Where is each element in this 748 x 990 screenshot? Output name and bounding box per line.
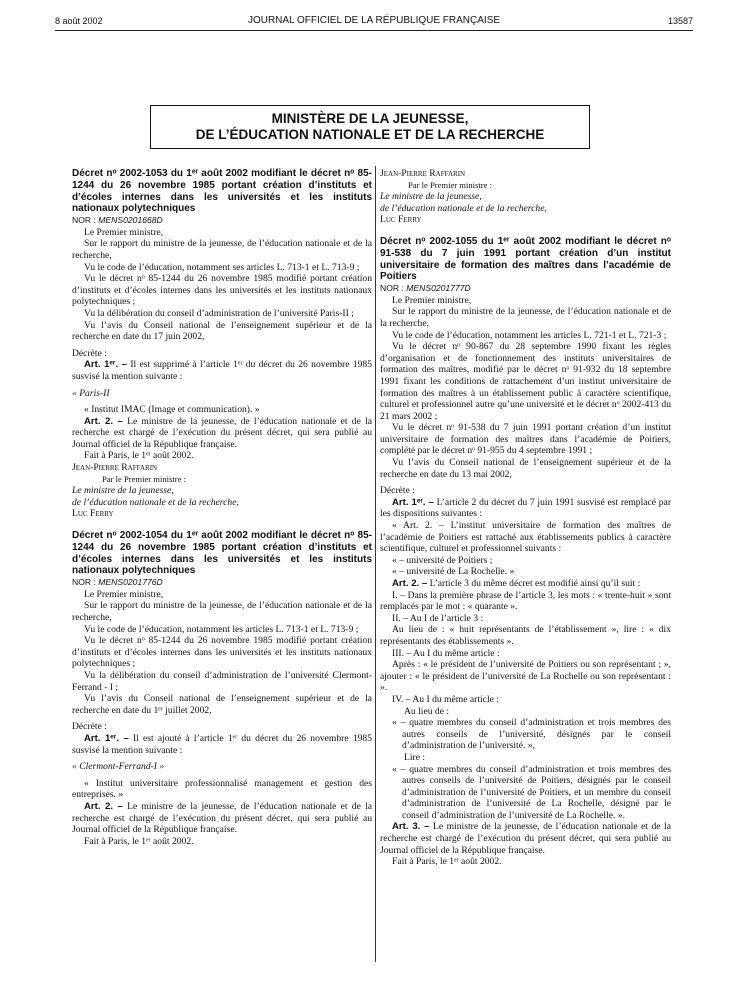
- decree3-section-ii-text: Au lieu de : « huit représentants de l’établissement », lire : « dix représentants des établissements ».: [380, 624, 671, 647]
- decree1-decrete: Décrète :: [72, 347, 107, 359]
- decree1-minister-title-1: Le ministre de la jeunesse,: [72, 485, 174, 497]
- decree3-section-iii-text: Après : « le président de l’université de Poitiers ou son représentant ; », ajouter : « le président de l’université de La Rochelle ou son représentant : ».: [380, 659, 671, 694]
- decree2-by: Par le Premier ministre :: [408, 179, 493, 190]
- decree3-done: Fait à Paris, le 1ᵉʳ août 2002.: [392, 856, 502, 868]
- decree3-article-1: Art. 1ᵉʳ. – L’article 2 du décret du 7 juin 1991 susvisé est remplacé par les dispositions suivantes :: [380, 496, 672, 520]
- decree2-decrete: Décrète :: [72, 721, 107, 733]
- decree2-title: Décret nᵒ 2002-1054 du 1ᵉʳ août 2002 modifiant le décret nᵒ 85-1244 du 26 novembre 1985 portant création d’instituts et d’écoles internes dans les universités et les instituts nationaux polytechniques: [72, 530, 372, 577]
- decree2-signer: Jean-Pierre Raffarin: [380, 168, 466, 179]
- decree1-title: Décret nᵒ 2002-1053 du 1ᵉʳ août 2002 modifiant le décret nᵒ 85-1244 du 26 novembre 1985 portant création d’instituts et d’écoles internes dans les universités et les instituts nationaux polytechniques: [72, 168, 372, 215]
- decree3-para: Vu le décret nᵒ 90-867 du 28 septembre 1990 fixant les règles d’organisation et de fonctionnement des instituts universitaires de formation des maîtres, modifié par le décret nᵒ 91-932 du 18 septembre 1991 fixant les conditions de rattachement d’un institut universitaire de formation des maîtres à un établissement public à caractère scientifique, culturel et professionnel autre qu’une université et le décret nᵒ 2002-413 du 21 mars 2002 ;: [380, 341, 671, 422]
- decree1-article-2: Art. 2. – Le ministre de la jeunesse, de l’éducation nationale et de la recherche est chargé de l’exécution du présent décret, qui sera publié au Journal officiel de la République française.: [72, 415, 372, 450]
- decree3-para: Vu le code de l’éducation, notamment les articles L. 721-1 et L. 721-3 ;: [392, 329, 667, 341]
- decree1-minister: Luc Ferry: [72, 508, 114, 520]
- decree3-article-1-item: « – université de La Rochelle. »: [392, 566, 515, 578]
- decree1-para: Le Premier ministre,: [84, 226, 164, 238]
- decree3-para: Vu le décret nᵒ 91-538 du 7 juin 1991 portant création d’un institut universitaire de formation des maîtres dans l’académie de Poitiers, complété par le décret nᵒ 91-955 du 4 septembre 1991 ;: [380, 422, 671, 457]
- decree3-instead-of: Au lieu de :: [404, 705, 450, 717]
- decree3-article-1-item: « – université de Poitiers ;: [392, 554, 493, 566]
- ministry-line-1: MINISTÈRE DE LA JEUNESSE,: [271, 111, 469, 126]
- decree1-by: Par le Premier ministre :: [102, 473, 187, 484]
- decree3-section-i: I. – Dans la première phrase de l’article 3, les mots : « trente-huit » sont remplacés par le mot : « quarante ».: [380, 589, 671, 613]
- decree2-para: Vu le code de l’éducation, notamment les articles L. 713-1 et L. 713-9 ;: [84, 623, 359, 635]
- decree2-para: Sur le rapport du ministre de la jeunesse, de l’éducation nationale et de la recherche,: [72, 600, 372, 623]
- page-header: [55, 14, 693, 28]
- decree3-section-iii: III. – Au I du même article :: [392, 647, 500, 659]
- decree3-title: Décret nᵒ 2002-1055 du 1ᵉʳ août 2002 modifiant le décret nᵒ 91-538 du 7 juin 1991 portant création d’un institut universitaire de formation des maîtres dans l’académie de Poitiers: [380, 235, 671, 283]
- decree2-para: Vu la délibération du conseil d’administration de l’université Clermont-Ferrand - I ;: [72, 669, 372, 693]
- decree2-para: Vu l’avis du Conseil national de l’enseignement supérieur et de la recherche en date du 1ᵉʳ juillet 2002,: [72, 693, 372, 716]
- decree1-done: Fait à Paris, le 1ᵉʳ août 2002.: [84, 450, 194, 462]
- decree3-old-text: « – quatre membres du conseil d’administration et trois membres des autres conseils de l’université, désignés par le conseil d’administration de l’université. »,: [392, 717, 671, 752]
- decree2-done: Fait à Paris, le 1ᵉʳ août 2002.: [84, 835, 194, 847]
- decree2-article-1: Art. 1ᵉʳ. – Il est ajouté à l’article 1ᵉʳ du décret du 26 novembre 1985 susvisé la mention suivante :: [72, 732, 373, 756]
- decree2-minister: Luc Ferry: [380, 214, 422, 226]
- decree3-para: Vu l’avis du Conseil national de l’enseignement supérieur et de la recherche en date du 13 mai 2002,: [380, 457, 671, 480]
- decree2-quote-item: « Institut universitaire professionnalisé management et gestion des entreprises. »: [72, 777, 372, 801]
- decree1-para: Vu l’avis du Conseil national de l’enseignement supérieur et de la recherche en date du 17 juin 2002,: [72, 319, 372, 343]
- decree1-article-1: Art. 1ᵉʳ. – Il est supprimé à l’article 1ᵉʳ du décret du 26 novembre 1985 susvisé la mention suivante :: [72, 359, 372, 382]
- decree2-nor: NOR : MENS0201776D: [72, 577, 163, 588]
- decree3-section-iv: IV. – Au I du même article :: [392, 693, 499, 705]
- column-divider: [375, 166, 376, 962]
- decree3-section-ii: II. – Au I de l’article 3 :: [392, 612, 484, 624]
- decree1-quote-title: « Paris-II: [72, 387, 110, 399]
- issue-date: 8 août 2002: [55, 16, 103, 26]
- decree3-article-1-quote: « Art. 2. – L’institut universitaire de formation des maîtres de l’académie de Poitiers est rattaché aux établissements publics à caractère scientifique, culturel et professionnel suivants :: [380, 520, 671, 555]
- decree1-signer: Jean-Pierre Raffarin: [72, 462, 158, 474]
- decree2-para: Le Premier ministre,: [84, 588, 164, 600]
- decree3-nor: NOR : MENS0201777D: [380, 283, 471, 294]
- decree3-para: Le Premier ministre,: [392, 294, 472, 306]
- journal-title: JOURNAL OFFICIEL DE LA RÉPUBLIQUE FRANÇAISE: [247, 15, 501, 26]
- decree3-read: Lire :: [404, 751, 426, 763]
- decree1-para: Sur le rapport du ministre de la jeunesse, de l’éducation nationale et de la recherche,: [72, 238, 372, 261]
- header-rule: [55, 30, 693, 31]
- left-column: [72, 168, 372, 847]
- decree1-para: Vu la délibération du conseil d’administration de l’université Paris-II ;: [84, 307, 354, 319]
- right-column: [380, 168, 671, 868]
- decree3-article-3: Art. 3. – Le ministre de la jeunesse, de l’éducation nationale et de la recherche est chargé de l’exécution du présent décret, qui sera publié au Journal officiel de la République française.: [380, 821, 671, 856]
- decree2-minister-title-2: de l’éducation nationale et de la recherche,: [380, 202, 547, 214]
- decree2-para: Vu le décret nᵒ 85-1244 du 26 novembre 1985 modifié portant création d’instituts et d’écoles internes dans les universités et les instituts nationaux polytechniques ;: [72, 635, 372, 670]
- decree1-minister-title-2: de l’éducation nationale et de la recherche,: [72, 496, 239, 508]
- decree3-decrete: Décrète :: [380, 485, 415, 497]
- decree1-nor: NOR : MENS0201668D: [72, 215, 163, 226]
- ministry-line-2: DE L’ÉDUCATION NATIONALE ET DE LA RECHERCHE: [195, 127, 545, 142]
- page-number: 13587: [667, 16, 693, 26]
- decree1-para: Vu le décret nᵒ 85-1244 du 26 novembre 1985 modifié portant création d’instituts et d’écoles internes dans les universités et les instituts nationaux polytechniques ;: [72, 273, 372, 308]
- decree1-quote-item: « Institut IMAC (Image et communication). »: [84, 404, 260, 416]
- decree2-quote-title: « Clermont-Ferrand-I »: [72, 761, 165, 773]
- decree3-article-2: Art. 2. – L’article 3 du même décret est modifié ainsi qu’il suit :: [392, 578, 641, 589]
- ministry-heading: [150, 105, 590, 149]
- decree3-para: Sur le rapport du ministre de la jeunesse, de l’éducation nationale et de la recherche,: [380, 306, 671, 329]
- decree2-article-2: Art. 2. – Le ministre de la jeunesse, de l’éducation nationale et de la recherche est chargé de l’exécution du présent décret, qui sera publié au Journal officiel de la République française.: [72, 800, 372, 836]
- decree1-para: Vu le code de l’éducation, notamment ses articles L. 713-1 et L. 713-9 ;: [84, 261, 360, 273]
- decree3-new-text: « – quatre membres du conseil d’administration et trois membres des autres conseils de l’université de Poitiers, désignés par le conseil d’administration de l’université de Poitiers, et un membre du conseil d’administration de l’université de La Rochelle, désigné par le conseil d’administration de l’université de La Rochelle. ».: [392, 763, 671, 821]
- decree2-minister-title-1: Le ministre de la jeunesse,: [380, 191, 482, 203]
